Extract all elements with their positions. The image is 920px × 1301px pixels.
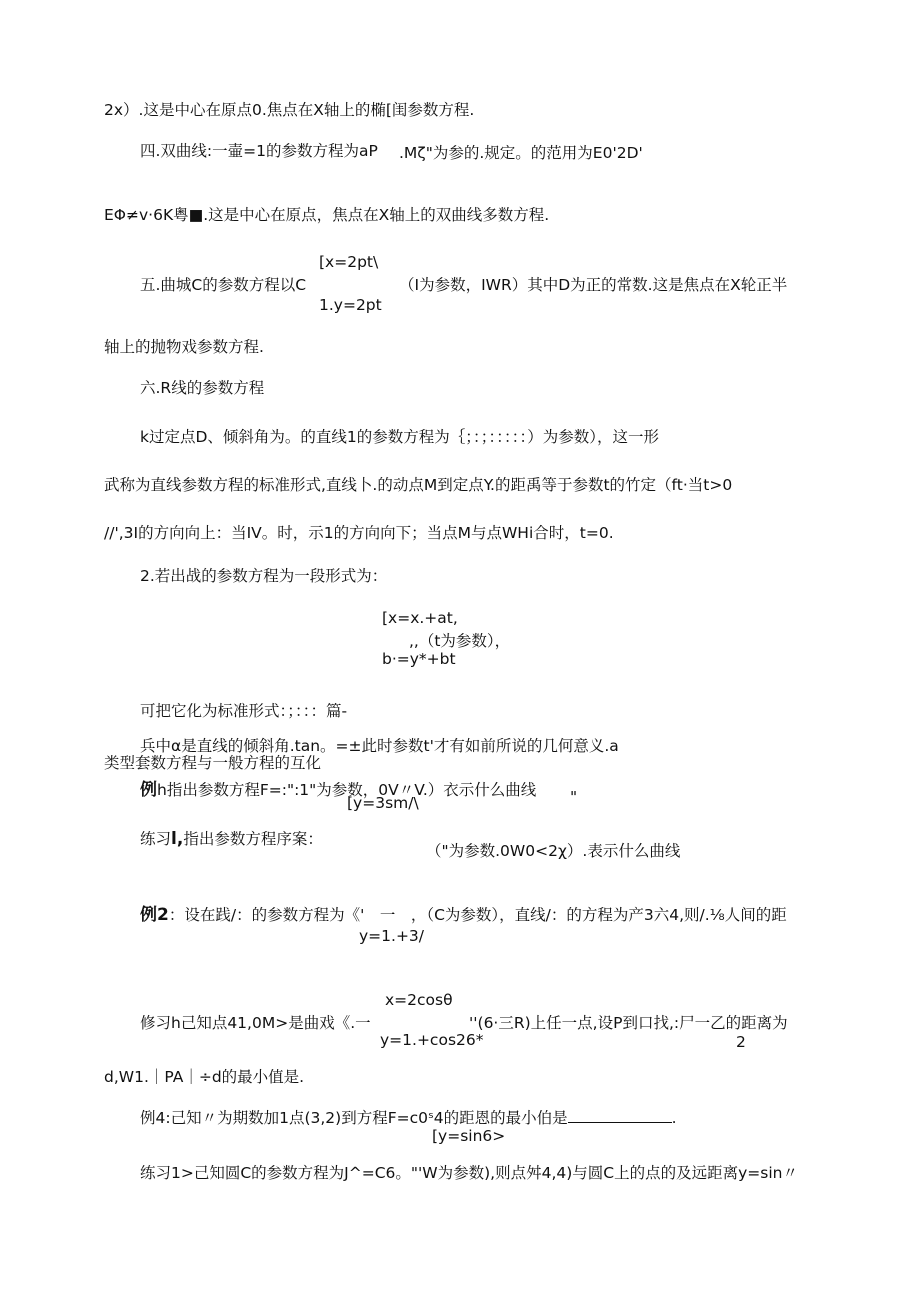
text-line: .Mζ"为参的.规定。的范用为E0'2D' [399, 144, 643, 162]
example-text: ：设在践/：的参数方程为《' 一 ，（C为参数），直线/：的方程为产3六4,则/.⅛人间的距 [168, 906, 787, 924]
text-line: 2.若出战的参数方程为一段形式为： [140, 567, 388, 585]
text-line: EΦ≠v·6K粤■.这是中心在原点，焦点在X轴上的双曲线多数方程. [104, 206, 550, 224]
exercise-line: 练习1>己知圆C的参数方程为J^=C6。"'W为参数),则点舛4,4)与圆C上的点的及远距离y=sin〃 [140, 1164, 798, 1182]
text-line: 可把它化为标准形式：；：：：篇- [140, 702, 348, 720]
example-text: h指出参数方程F=:":1"为参数，0V〃V.）衣示什么曲线 [157, 781, 537, 799]
example-number: 2 [157, 905, 169, 925]
text-line: 修习h己知点41,0M>是曲戏《.一 [140, 1014, 371, 1032]
formula-line: [y=sin6> [432, 1127, 506, 1145]
formula-line: [x=2pt\ [319, 253, 379, 271]
formula-line: y=1.+cos26* [380, 1031, 484, 1049]
example-line [140, 905, 787, 925]
formula-line: [y=3sm/\ [347, 794, 419, 812]
text-line: 四.双曲线:一壷=1的参数方程为aP [140, 142, 378, 160]
text-period: . [671, 1109, 677, 1127]
formula-line: 1.y=2pt [319, 296, 382, 314]
section-heading: 六.R线的参数方程 [140, 379, 265, 397]
text-line: 轴上的抛物戏参数方程. [104, 338, 264, 356]
exercise-text: 指出参数方程序案： [183, 830, 323, 848]
formula-line: [x=x.+at, [382, 609, 458, 627]
text-line: //',3I的方向向上：当IV。时，示1的方向向下；当点M与点WHi合时，t=0. [104, 524, 614, 542]
answer-blank [568, 1122, 672, 1123]
exercise-label: 练习 [140, 830, 172, 848]
text-line: 武称为直线参数方程的标准形式,直线卜.的动点M到定点Y.的距禹等于参数t的竹定（ft·当t>0 [104, 476, 733, 494]
text-line: 2 [736, 1033, 746, 1051]
exercise-number: l, [171, 829, 184, 849]
text-line: " [570, 788, 578, 806]
text-line: d,W1.｜PA｜÷d的最小值是. [104, 1068, 305, 1086]
text-line: 2x）.这是中心在原点0.焦点在X轴上的椭[闺参数方程. [104, 101, 475, 119]
example-label: 例 [140, 780, 157, 800]
text-line: 兵中α是直线的倾斜角.tan。=±此时参数t'才有如前所说的几何意义.a [140, 737, 619, 755]
formula-line: y=1.+3/ [359, 927, 425, 945]
exercise-line [140, 829, 323, 849]
text-line: ''(6·三R)上任一点,设P到口找,:尸一乙的距离为 [469, 1014, 788, 1032]
text-line: （"为参数.0W0<2χ）.表示什么曲线 [426, 842, 681, 860]
formula-line: ,,（t为参数）， [409, 632, 511, 650]
text-line: k过定点D、倾斜角为。的直线1的参数方程为｛；：；：：：：：）为参数），这一形 [140, 428, 660, 446]
text-line: 五.曲城C的参数方程以C [140, 276, 307, 294]
example-line [140, 780, 536, 800]
example-line [140, 1109, 677, 1128]
text-line: （I为参数，IWR）其中D为正的常数.这是焦点在X轮正半 [399, 276, 788, 294]
formula-line: x=2cosθ [385, 991, 453, 1009]
section-heading: 类型套数方程与一般方程的互化 [104, 754, 322, 772]
example-text: 例4:己知〃为期数加1点(3,2)到方程F=c0ˢ4的距恩的最小伯是 [140, 1109, 568, 1127]
formula-line: b·=y*+bt [382, 650, 456, 668]
example-label: 例 [140, 905, 157, 925]
